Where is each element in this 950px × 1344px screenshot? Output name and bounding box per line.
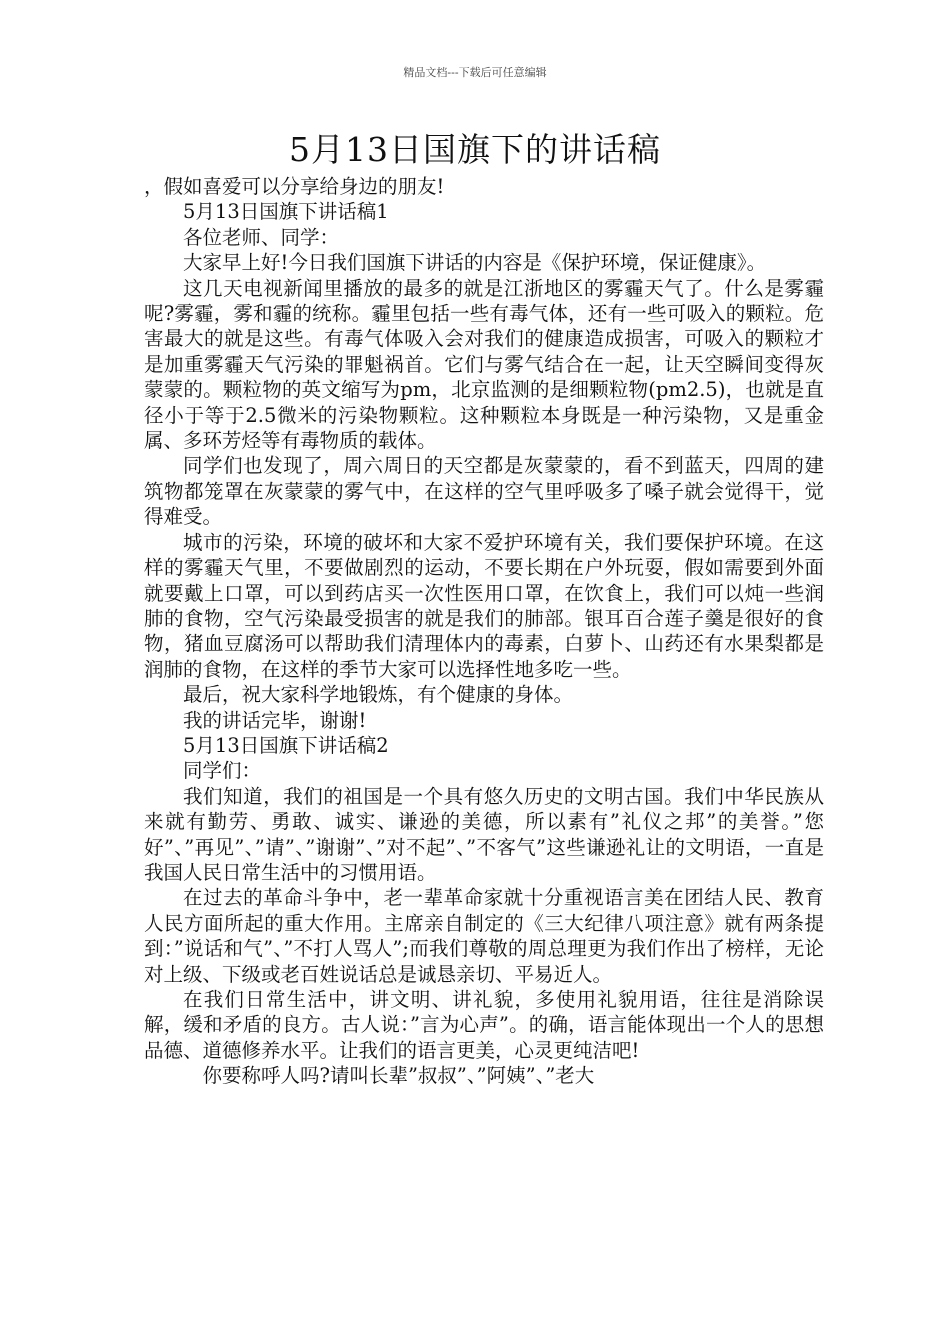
paragraph: 这几天电视新闻里播放的最多的就是江浙地区的雾霾天气了。什么是雾霾呢?雾霾，雾和霾的统称。霾里包括一些有毒气体，还有一些可吸入的颗粒。危害最大的就是这些。有毒气体吸入会对我们的健康造成损害，可吸入的颗粒才是加重雾霾天气污染的罪魁祸首。它们与雾气结合在一起，让天空瞬间变得灰蒙蒙的。颗粒物的英文缩写为pm，北京监测的是细颗粒物(pm2.5)，也就是直径小于等于2.5微米的污染物颗粒。这种颗粒本身既是一种污染物，又是重金属、多环芳烃等有毒物质的载体。	[144, 276, 824, 453]
paragraph: 最后，祝大家科学地锻炼，有个健康的身体。	[183, 683, 574, 707]
paragraph: 城市的污染，环境的破坏和大家不爱护环境有关，我们要保护环境。在这样的雾霾天气里，不要做剧烈的运动，不要长期在户外玩耍，假如需要到外面就要戴上口罩，可以到药店买一次性医用口罩，在饮食上，我们可以炖一些润肺的食物，空气污染最受损害的就是我们的肺部。银耳百合莲子羹是很好的食物，猪血豆腐汤可以帮助我们清理体内的毒素，白萝卜、山药还有水果梨都是润肺的食物，在这样的季节大家可以选择性地多吃一些。	[144, 530, 824, 681]
document-body	[144, 174, 824, 1089]
paragraph: 在过去的革命斗争中，老一辈革命家就十分重视语言美在团结人民、教育人民方面所起的重大作用。主席亲自制定的《三大纪律八项注意》就有两条提到：”说话和气”、”不打人骂人”;而我们尊敬的周总理更为我们作出了榜样，无论对上级、下级或老百姓说话总是诚恳亲切、平易近人。	[144, 886, 824, 986]
paragraph: 同学们也发现了，周六周日的天空都是灰蒙蒙的，看不到蓝天，四周的建筑物都笼罩在灰蒙蒙的雾气中，在这样的空气里呼吸多了嗓子就会觉得干，觉得难受。	[144, 454, 824, 529]
salutation-2: 同学们：	[183, 759, 262, 783]
intro-line: ，假如喜爱可以分享给身边的朋友!	[144, 175, 445, 198]
section-heading-1: 5月13日国旗下讲话稿1	[183, 200, 389, 224]
page-header: 精品文档---下载后可任意编辑	[403, 66, 547, 79]
document-title: 5月13日国旗下的讲话稿	[289, 130, 661, 169]
paragraph: 我们知道，我们的祖国是一个具有悠久历史的文明古国。我们中华民族从来就有勤劳、勇敢、诚实、谦逊的美德，所以素有”礼仪之邦”的美誉。”您好”、”再见”、”请”、”谢谢”、”对不起”、”不客气”这些谦逊礼让的文明语，一直是我国人民日常生活中的习惯用语。	[144, 784, 824, 884]
paragraph: 大家早上好!今日我们国旗下讲话的内容是《保护环境，保证健康》。	[183, 251, 767, 275]
paragraph: 在我们日常生活中，讲文明、讲礼貌，多使用礼貌用语，往往是消除误解，缓和矛盾的良方。古人说：”言为心声”。的确，语言能体现出一个人的思想品德、道德修养水平。让我们的语言更美，心灵更纯洁吧!	[144, 988, 824, 1062]
section-heading-2: 5月13日国旗下讲话稿2	[183, 733, 389, 757]
salutation-1: 各位老师、同学：	[183, 225, 340, 249]
paragraph: 你要称呼人吗?请叫长辈”叔叔”、”阿姨”、”老大	[202, 1064, 595, 1088]
closing-line: 我的讲话完毕，谢谢!	[183, 708, 367, 732]
